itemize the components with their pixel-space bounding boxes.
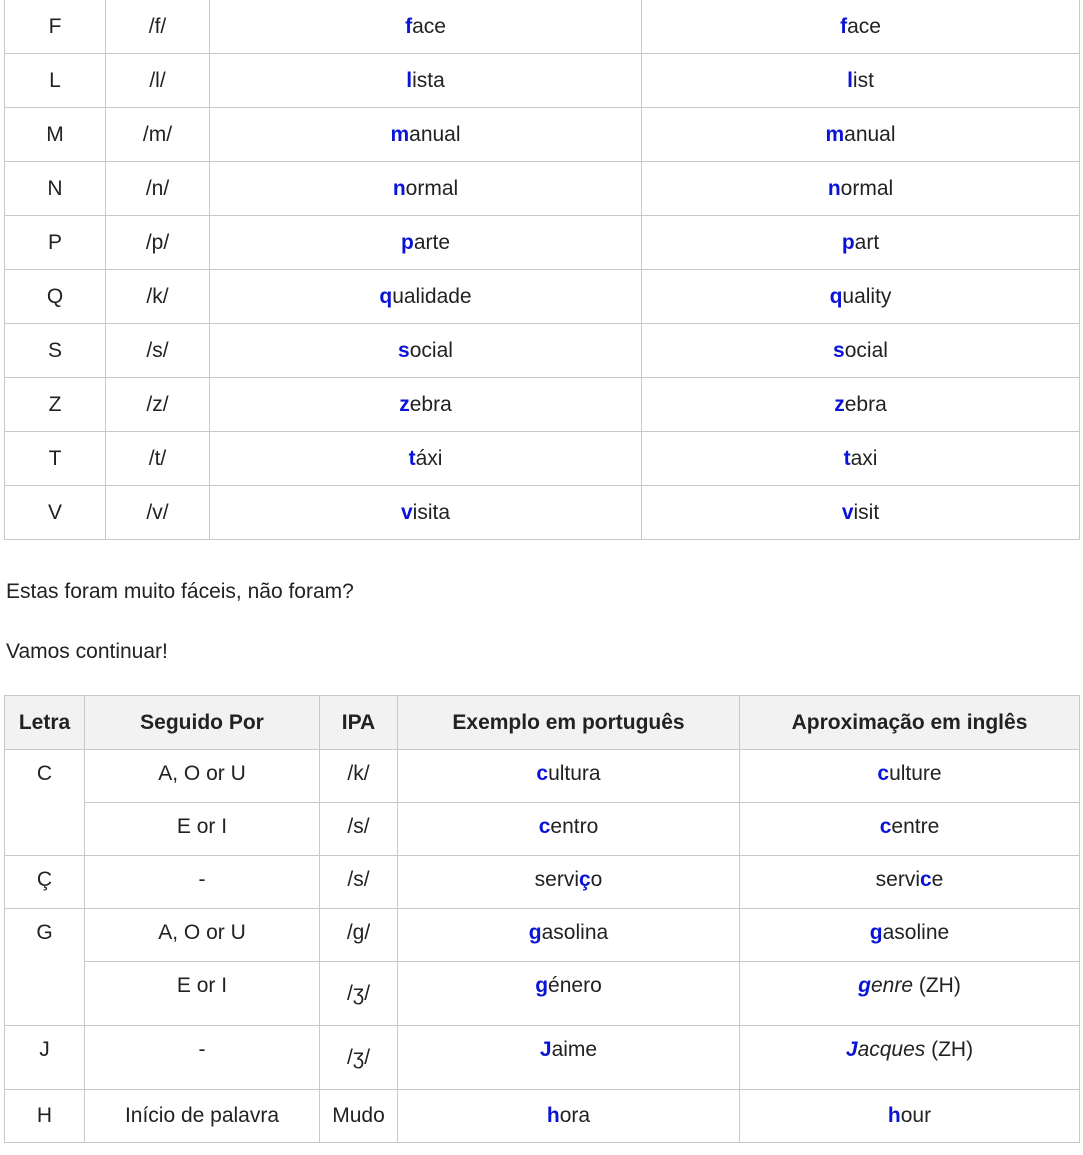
portuguese-example-cell (210, 0, 642, 54)
english-example-cell (642, 432, 1080, 486)
highlight-letter: c (919, 868, 932, 891)
highlight-letter: J (845, 1038, 858, 1061)
highlight-letter: m (390, 122, 410, 146)
highlight-letter: s (833, 338, 845, 362)
table-row (5, 856, 1080, 909)
portuguese-example-cell (210, 270, 642, 324)
header-portuguese-example: Exemplo em português (398, 696, 740, 750)
english-example-cell (740, 1090, 1080, 1143)
table-row (5, 54, 1080, 108)
table-row (5, 216, 1080, 270)
highlight-letter: f (405, 14, 413, 38)
letter-cell: N (5, 162, 106, 216)
followed-cell: E or I (85, 803, 320, 856)
highlight-letter: p (400, 230, 414, 254)
letter-cell: T (5, 432, 106, 486)
ipa-cell: /n/ (106, 162, 210, 216)
word-rest: asolina (541, 921, 609, 944)
word-start: servi (875, 868, 920, 891)
highlight-letter: g (858, 974, 871, 997)
letter-cell: C (5, 750, 85, 856)
ipa-cell: /s/ (320, 856, 398, 909)
word-rest: arte (413, 230, 450, 254)
table-row (5, 324, 1080, 378)
table-row (5, 1090, 1080, 1143)
ipa-cell: /p/ (106, 216, 210, 270)
header-english-approximation: Aproximação em inglês (740, 696, 1080, 750)
ipa-cell: /s/ (320, 803, 398, 856)
followed-cell: E or I (85, 962, 320, 1026)
english-example-cell (642, 270, 1080, 324)
highlight-letter: v (400, 500, 413, 524)
highlight-letter: s (398, 338, 410, 362)
highlight-letter: c (879, 815, 892, 838)
ipa-cell: /s/ (106, 324, 210, 378)
word-rest: ace (412, 14, 446, 38)
ipa-cell: /g/ (320, 909, 398, 962)
word-start: servi (534, 868, 579, 891)
highlight-letter: g (869, 921, 883, 944)
highlight-letter: v (841, 500, 854, 524)
word-rest: asoline (882, 921, 950, 944)
header-followed-by: Seguido Por (85, 696, 320, 750)
portuguese-example-cell (398, 962, 740, 1026)
table-row (5, 486, 1080, 540)
letter-cell: P (5, 216, 106, 270)
table-row (5, 1026, 1080, 1090)
highlight-letter: n (827, 176, 841, 200)
portuguese-example-cell (398, 1026, 740, 1090)
table-row (5, 909, 1080, 962)
header-ipa: IPA (320, 696, 398, 750)
table-row (5, 750, 1080, 803)
english-example-cell (642, 54, 1080, 108)
table-row (5, 162, 1080, 216)
table-row (5, 108, 1080, 162)
ipa-cell: /f/ (106, 0, 210, 54)
letter-cell: Q (5, 270, 106, 324)
highlight-letter: t (408, 446, 416, 470)
portuguese-example-cell (210, 486, 642, 540)
followed-cell: - (85, 856, 320, 909)
ipa-cell: /m/ (106, 108, 210, 162)
highlight-letter: t (843, 446, 851, 470)
paragraph-continue: Vamos continuar! (6, 640, 168, 663)
table-row (5, 378, 1080, 432)
followed-cell: A, O or U (85, 750, 320, 803)
english-example-cell (740, 909, 1080, 962)
highlight-letter: h (546, 1104, 560, 1127)
consonants-table-simple (4, 0, 1080, 540)
word-rest: ormal (405, 176, 459, 200)
english-example-cell (740, 856, 1080, 909)
ipa-cell: /z/ (106, 378, 210, 432)
letter-cell: L (5, 54, 106, 108)
word-rest: entre (891, 815, 940, 838)
consonants-table-contextual (4, 695, 1080, 1143)
word-rest: ist (852, 68, 874, 92)
highlight-letter: z (399, 392, 410, 416)
ipa-cell: /t/ (106, 432, 210, 486)
word-rest: ormal (840, 176, 894, 200)
highlight-letter: c (877, 762, 890, 785)
paragraph-easy: Estas foram muito fáceis, não foram? (6, 580, 354, 603)
word-rest: our (900, 1104, 932, 1127)
portuguese-example-cell (210, 432, 642, 486)
highlight-letter: q (379, 284, 393, 308)
highlight-letter: c (538, 815, 551, 838)
word-rest: isita (412, 500, 451, 524)
highlight-letter: ç (578, 868, 591, 891)
word-rest: aime (551, 1038, 598, 1061)
letter-cell: S (5, 324, 106, 378)
word-rest: ultura (548, 762, 601, 785)
letter-cell: F (5, 0, 106, 54)
highlight-letter: c (536, 762, 549, 785)
table-row (5, 0, 1080, 54)
table-row (5, 270, 1080, 324)
highlight-letter: l (406, 68, 413, 92)
portuguese-example-cell (398, 1090, 740, 1143)
word-rest: uality (842, 284, 892, 308)
english-example-cell (642, 378, 1080, 432)
word-rest: ebra (844, 392, 887, 416)
english-example-cell (642, 108, 1080, 162)
followed-cell: Início de palavra (85, 1090, 320, 1143)
letter-cell: V (5, 486, 106, 540)
letter-cell: Ç (5, 856, 85, 909)
english-example-cell (642, 324, 1080, 378)
portuguese-example-cell (210, 324, 642, 378)
ipa-cell: /k/ (320, 750, 398, 803)
word-rest: anual (844, 122, 896, 146)
letter-cell: H (5, 1090, 85, 1143)
ipa-cell: Mudo (320, 1090, 398, 1143)
highlight-letter: q (829, 284, 843, 308)
table-row (5, 962, 1080, 1026)
followed-cell: - (85, 1026, 320, 1090)
word-rest: anual (409, 122, 461, 146)
ipa-cell: /k/ (106, 270, 210, 324)
ipa-cell: /l/ (106, 54, 210, 108)
english-example-cell (740, 962, 1080, 1026)
word-rest: art (854, 230, 880, 254)
highlight-letter: f (840, 14, 848, 38)
english-example-cell (642, 486, 1080, 540)
english-example-cell (642, 216, 1080, 270)
letter-cell: Z (5, 378, 106, 432)
highlight-letter: g (535, 974, 549, 997)
pronunciation-note: (ZH) (925, 1038, 974, 1061)
portuguese-example-cell (398, 803, 740, 856)
letter-cell: G (5, 909, 85, 1026)
word-rest: e (931, 868, 944, 891)
letter-cell: M (5, 108, 106, 162)
english-example-cell (740, 803, 1080, 856)
portuguese-example-cell (210, 162, 642, 216)
ipa-cell: /ʒ/ (320, 1026, 398, 1090)
ipa-cell: /ʒ/ (320, 962, 398, 1026)
highlight-letter: p (841, 230, 855, 254)
english-example-cell (642, 162, 1080, 216)
english-example-cell (740, 750, 1080, 803)
portuguese-example-cell (398, 856, 740, 909)
portuguese-example-cell (210, 216, 642, 270)
word-rest: ora (559, 1104, 591, 1127)
word-rest: axi (850, 446, 878, 470)
word-rest: entro (550, 815, 599, 838)
table-row (5, 803, 1080, 856)
highlight-letter: z (834, 392, 845, 416)
highlight-letter: h (887, 1104, 901, 1127)
portuguese-example-cell (398, 750, 740, 803)
portuguese-example-cell (210, 108, 642, 162)
word-rest: énero (548, 974, 602, 997)
highlight-letter: n (392, 176, 406, 200)
word-rest: ulture (889, 762, 942, 785)
highlight-letter: J (539, 1038, 552, 1061)
portuguese-example-cell (210, 378, 642, 432)
word-rest: ace (847, 14, 881, 38)
english-example-cell (740, 1026, 1080, 1090)
ipa-cell: /v/ (106, 486, 210, 540)
word-rest: o (590, 868, 603, 891)
header-row (5, 696, 1080, 750)
word-rest: ista (412, 68, 445, 92)
portuguese-example-cell (210, 54, 642, 108)
word-rest: isit (853, 500, 880, 524)
header-letter: Letra (5, 696, 85, 750)
word-rest: enre (870, 974, 914, 997)
word-rest: ocial (409, 338, 453, 362)
highlight-letter: l (847, 68, 853, 92)
word-rest: ocial (844, 338, 888, 362)
portuguese-example-cell (398, 909, 740, 962)
word-rest: ualidade (392, 284, 472, 308)
letter-cell: J (5, 1026, 85, 1090)
followed-cell: A, O or U (85, 909, 320, 962)
word-rest: ebra (409, 392, 452, 416)
word-rest: acques (857, 1038, 926, 1061)
word-rest: áxi (415, 446, 443, 470)
highlight-letter: g (528, 921, 542, 944)
pronunciation-note: (ZH) (913, 974, 961, 997)
highlight-letter: m (825, 122, 845, 146)
english-example-cell (642, 0, 1080, 54)
table-row (5, 432, 1080, 486)
